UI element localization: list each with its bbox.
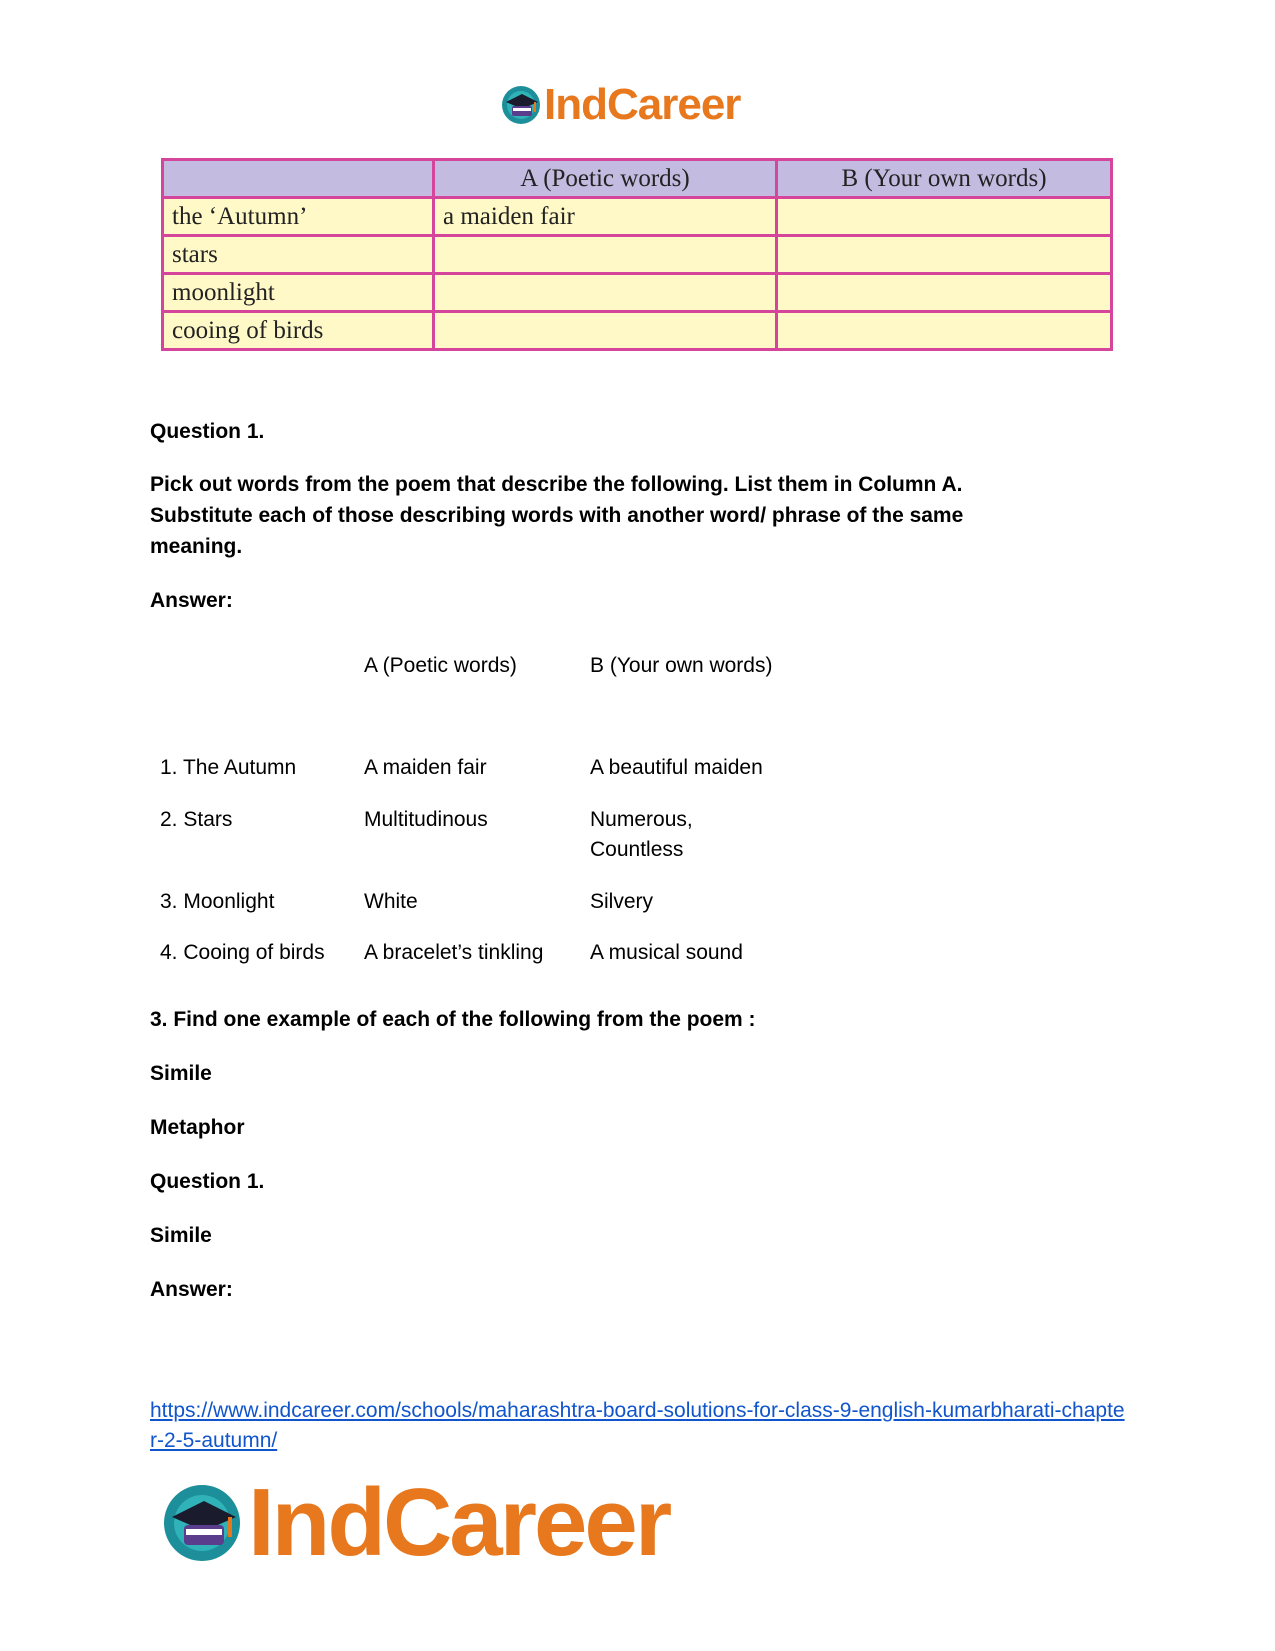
table-cell: cooing of birds — [163, 312, 434, 350]
table-cell: moonlight — [163, 274, 434, 312]
question3-item: Metaphor — [150, 1116, 245, 1139]
table-cell — [777, 274, 1112, 312]
question-label: Question 1. — [150, 420, 265, 443]
table-header-row — [163, 160, 1112, 198]
table-cell — [777, 236, 1112, 274]
answer-own: A musical sound — [590, 941, 743, 964]
answer-poetic: Multitudinous — [364, 808, 488, 831]
table-header-cell — [163, 160, 434, 198]
answer-own: Silvery — [590, 890, 654, 913]
table-row — [163, 198, 1112, 236]
answer-header-a: A (Poetic words) — [364, 654, 517, 677]
logo-wordmark: IndCareer — [248, 1469, 670, 1576]
answer-poetic: A bracelet’s tinkling — [364, 941, 544, 964]
answer-item: 1. The Autumn — [160, 756, 297, 779]
answer-label: Answer: — [150, 589, 233, 612]
table-cell — [434, 274, 777, 312]
table-row — [163, 312, 1112, 350]
table-cell: stars — [163, 236, 434, 274]
question3-heading: 3. Find one example of each of the following from the poem : — [150, 1008, 756, 1031]
answer-own-line: Countless — [590, 838, 684, 861]
answer-poetic: White — [364, 890, 418, 913]
answer-own: A beautiful maiden — [590, 756, 763, 779]
table-cell — [777, 312, 1112, 350]
question3-subitem: Simile — [150, 1224, 212, 1247]
question-label: Question 1. — [150, 1170, 265, 1193]
answer-item: 2. Stars — [160, 808, 233, 831]
table-row — [163, 236, 1112, 274]
answer-item: 4. Cooing of birds — [160, 941, 325, 964]
table-header-cell: B (Your own words) — [777, 160, 1112, 198]
source-url-link[interactable]: https://www.indcareer.com/schools/maharashtra-board-solutions-for-class-9-english-kumarbharati-chapter-2-5-autumn/ — [150, 1399, 1125, 1452]
table-cell — [777, 198, 1112, 236]
answer-header-b: B (Your own words) — [590, 654, 773, 677]
table-cell — [434, 312, 777, 350]
question3-item: Simile — [150, 1062, 212, 1085]
table-cell — [434, 236, 777, 274]
answer-own-line: Numerous, — [590, 808, 693, 831]
question-text: Pick out words from the poem that describe the following. List them in Column A. Substitute each of those describing words with another word/ phrase of the same meaning. — [150, 473, 964, 558]
answer-item: 3. Moonlight — [160, 890, 275, 913]
textbook-exercise-table — [161, 158, 1113, 351]
answer-poetic: A maiden fair — [364, 756, 487, 779]
indcareer-logo-top — [500, 80, 740, 130]
graduation-book-icon — [160, 1481, 244, 1565]
table-row — [163, 274, 1112, 312]
table-cell: a maiden fair — [434, 198, 777, 236]
answer-label: Answer: — [150, 1278, 233, 1301]
table-header-cell: A (Poetic words) — [434, 160, 777, 198]
indcareer-logo-bottom — [160, 1468, 669, 1578]
logo-wordmark: IndCareer — [544, 80, 741, 129]
table-cell: the ‘Autumn’ — [163, 198, 434, 236]
graduation-book-icon — [500, 84, 542, 126]
answer-own — [590, 805, 693, 865]
